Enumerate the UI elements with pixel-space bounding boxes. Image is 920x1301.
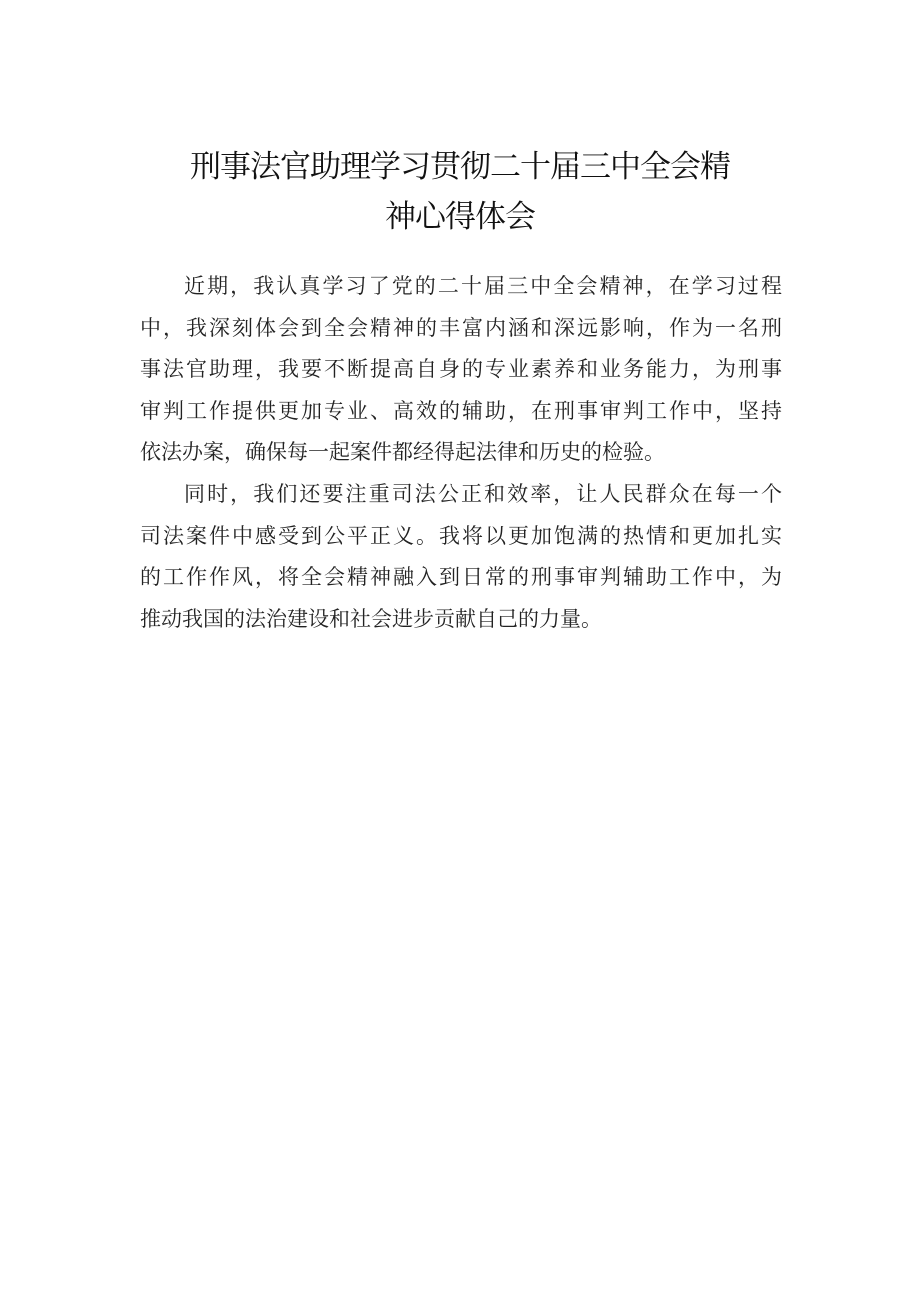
document-body — [140, 266, 782, 640]
paragraph-line: 近期，我认真学习了党的二十届三中全会精神，在学习过程 — [184, 274, 782, 298]
title-line-2: 神心得体会 — [385, 199, 535, 235]
paragraph-line: 司法案件中感受到公平正义。我将以更加饱满的热情和更加扎实 — [140, 523, 782, 548]
paragraph-line: 依法办案，确保每一起案件都经得起法律和历史的检验。 — [140, 440, 665, 465]
paragraph-line: 推动我国的法治建设和社会进步贡献自己的力量。 — [140, 606, 602, 631]
paragraph-line: 中，我深刻体会到全会精神的丰富内涵和深远影响，作为一名刑 — [140, 315, 782, 340]
paragraph-1 — [140, 266, 782, 474]
paragraph-2 — [140, 474, 782, 640]
title-line-1: 刑事法官助理学习贯彻二十届三中全会精 — [190, 149, 730, 185]
paragraph-line: 事法官助理，我要不断提高自身的专业素养和业务能力，为刑事 — [140, 357, 782, 382]
document-title — [140, 142, 780, 242]
paragraph-line: 同时，我们还要注重司法公正和效率，让人民群众在每一个 — [184, 481, 782, 506]
paragraph-line: 审判工作提供更加专业、高效的辅助，在刑事审判工作中，坚持 — [140, 398, 782, 423]
paragraph-line: 的工作作风，将全会精神融入到日常的刑事审判辅助工作中，为 — [140, 565, 782, 590]
